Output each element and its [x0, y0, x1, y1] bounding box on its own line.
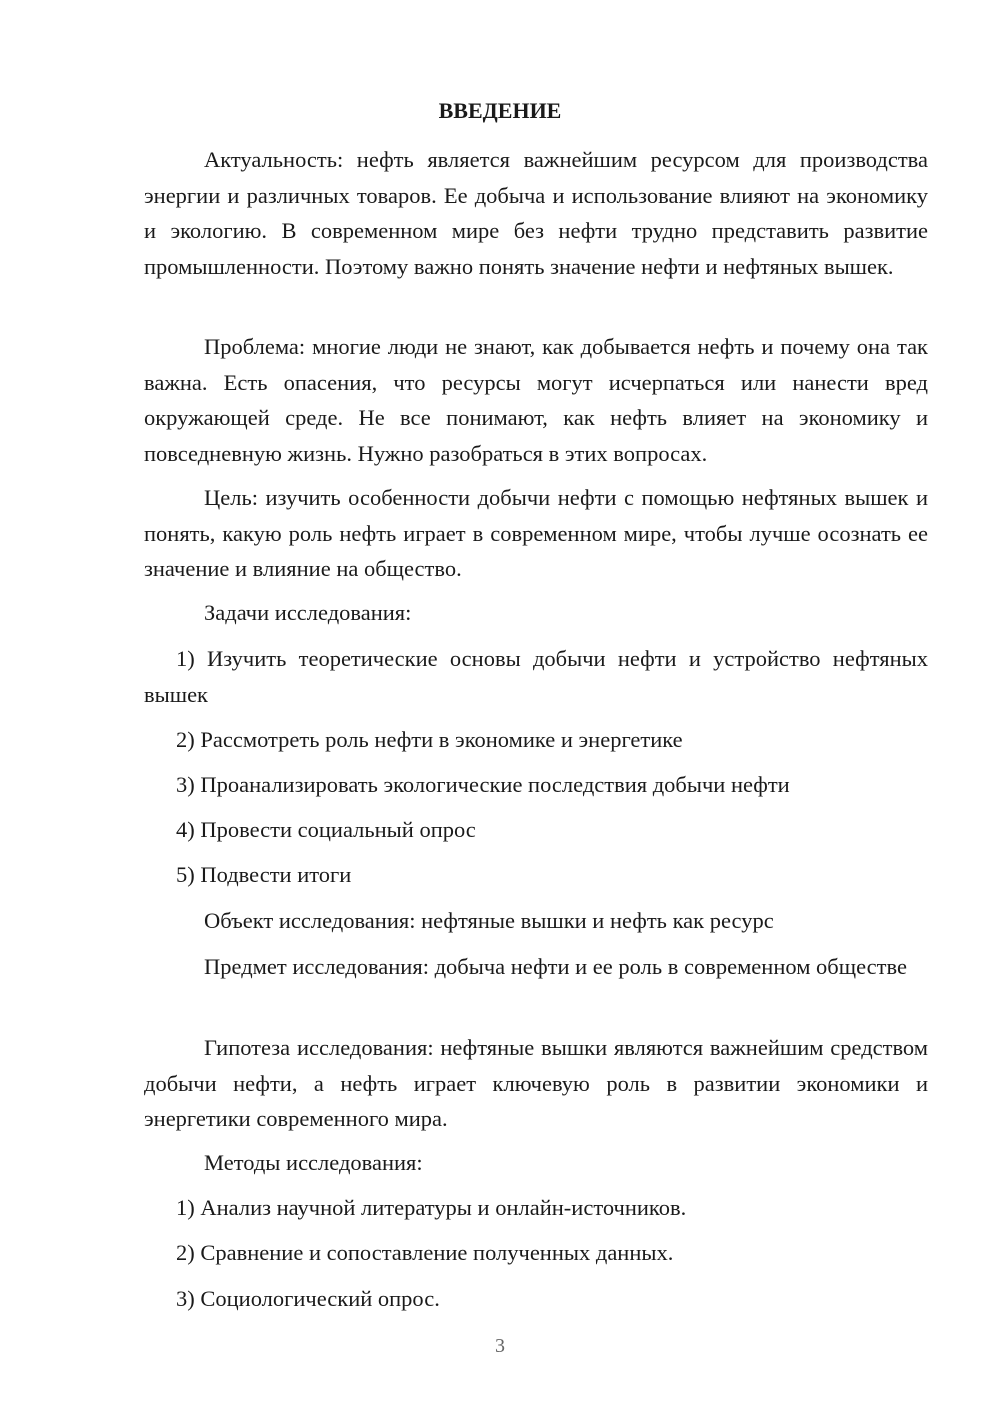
method-item: 3) Социологический опрос. [176, 1286, 440, 1311]
subject-paragraph: Предмет исследования: добыча нефти и ее роль в современном обществе [204, 954, 907, 979]
task-item: 4) Провести социальный опрос [176, 817, 476, 842]
task-item: 5) Подвести итоги [176, 862, 352, 887]
method-item: 1) Анализ научной литературы и онлайн-источников. [176, 1195, 687, 1220]
task-item: 2) Рассмотреть роль нефти в экономике и энергетике [176, 727, 683, 752]
problem-paragraph: Проблема: многие люди не знают, как добывается нефть и почему она так важна. Есть опасения, что ресурсы могут исчерпаться или нанести вред окружающей среде. Не все понимают, как нефть влияет на экономику и повседневную жизнь. Нужно разобраться в этих вопросах. [144, 334, 928, 466]
method-item: 2) Сравнение и сопоставление полученных данных. [176, 1240, 674, 1265]
page-number: 3 [495, 1335, 505, 1357]
tasks-heading: Задачи исследования: [204, 600, 412, 625]
relevance-paragraph: Актуальность: нефть является важнейшим ресурсом для производства энергии и различных товаров. Ее добыча и использование влияют на экономику и экологию. В современном мире без нефти трудно представить развитие промышленности. Поэтому важно понять значение нефти и нефтяных вышек. [144, 147, 928, 279]
hypothesis-paragraph: Гипотеза исследования: нефтяные вышки являются важнейшим средством добычи нефти, а нефть играет ключевую роль в развитии экономики и энергетики современного мира. [144, 1035, 928, 1131]
object-paragraph: Объект исследования: нефтяные вышки и нефть как ресурс [204, 908, 774, 933]
task-item: 3) Проанализировать экологические последствия добычи нефти [176, 772, 790, 797]
page-title: ВВЕДЕНИЕ [438, 98, 562, 123]
task-item: 1) Изучить теоретические основы добычи нефти и устройство нефтяных вышек [144, 646, 928, 707]
goal-paragraph: Цель: изучить особенности добычи нефти с помощью нефтяных вышек и понять, какую роль нефть играет в современном мире, чтобы лучше осознать ее значение и влияние на общество. [144, 485, 928, 581]
methods-heading: Методы исследования: [204, 1150, 423, 1175]
